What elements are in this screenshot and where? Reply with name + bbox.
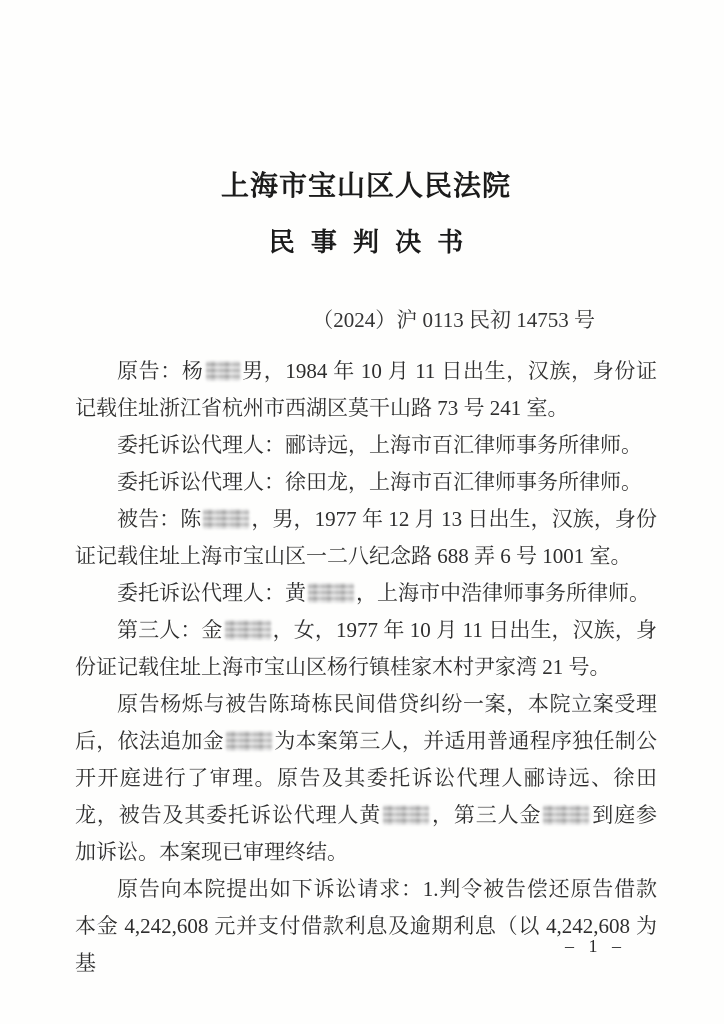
text-run: ，上海市中浩律师事务所律师。 [356,581,650,605]
document-type-title: 民事判决书 [268,228,480,257]
text-run: 到庭参加诉讼。本案现已审理终结。 [75,803,658,864]
redacted-name [203,509,249,529]
redacted-name [308,583,354,603]
text-run: ，男，1977 年 12 月 13 日出生，汉族，身份证记载住址上海市宝山区一二八纪念路 688 弄 6 号 1001 室。 [75,507,658,568]
paragraph-plaintiff-agent-1 [75,427,657,464]
redacted-name [225,620,271,640]
document-content [75,0,657,982]
text-run: 原告向本院提出如下诉讼请求：1.判令被告偿还原告借款本金 4,242,608 元并支付借款利息及逾期利息（以 4,242,608 为基 [75,877,657,975]
redacted-name [383,805,429,825]
redacted-name [206,361,240,381]
text-run: 委托诉讼代理人：郦诗远，上海市百汇律师事务所律师。 [117,433,642,457]
text-run: 委托诉讼代理人：徐田龙，上海市百汇律师事务所律师。 [117,470,642,494]
paragraph-case-procedure [75,686,657,871]
paragraph-plaintiff-agent-2 [75,464,657,501]
text-run: ，女，1977 年 10 月 11 日出生，汉族，身份证记载住址上海市宝山区杨行镇桂家木村尹家湾 21 号。 [75,618,657,679]
text-run: 委托诉讼代理人：黄 [117,581,306,605]
text-run: 男，1984 年 10 月 11 日出生，汉族，身份证记载住址浙江省杭州市西湖区莫干山路 73 号 241 室。 [75,359,657,420]
paragraph-defendant-info [75,501,657,575]
judgment-body [75,353,657,982]
paragraph-defendant-agent [75,575,657,612]
text-run: 为本案第三人，并适用普通程序独任制公开开庭进行了审理。原告及其委托诉讼代理人郦诗远、徐田龙，被告及其委托诉讼代理人黄 [75,729,658,827]
page-number: – 1 – [565,936,626,956]
redacted-name [226,731,272,751]
text-run: 原告：杨 [117,359,204,383]
text-run: ，第三人金 [431,803,542,827]
paragraph-plaintiff-info [75,353,657,427]
text-run: 被告：陈 [117,507,202,531]
text-run: 原告杨烁与被告陈琦栋民间借贷纠纷一案，本院立案受理后，依法追加金 [75,692,657,753]
paragraph-claims [75,871,657,982]
paragraph-third-party-info [75,612,657,686]
case-number: （2024）沪 0113 民初 14753 号 [312,308,595,332]
redacted-name [543,805,589,825]
court-name: 上海市宝山区人民法院 [220,171,511,202]
text-run: 第三人：金 [117,618,223,642]
